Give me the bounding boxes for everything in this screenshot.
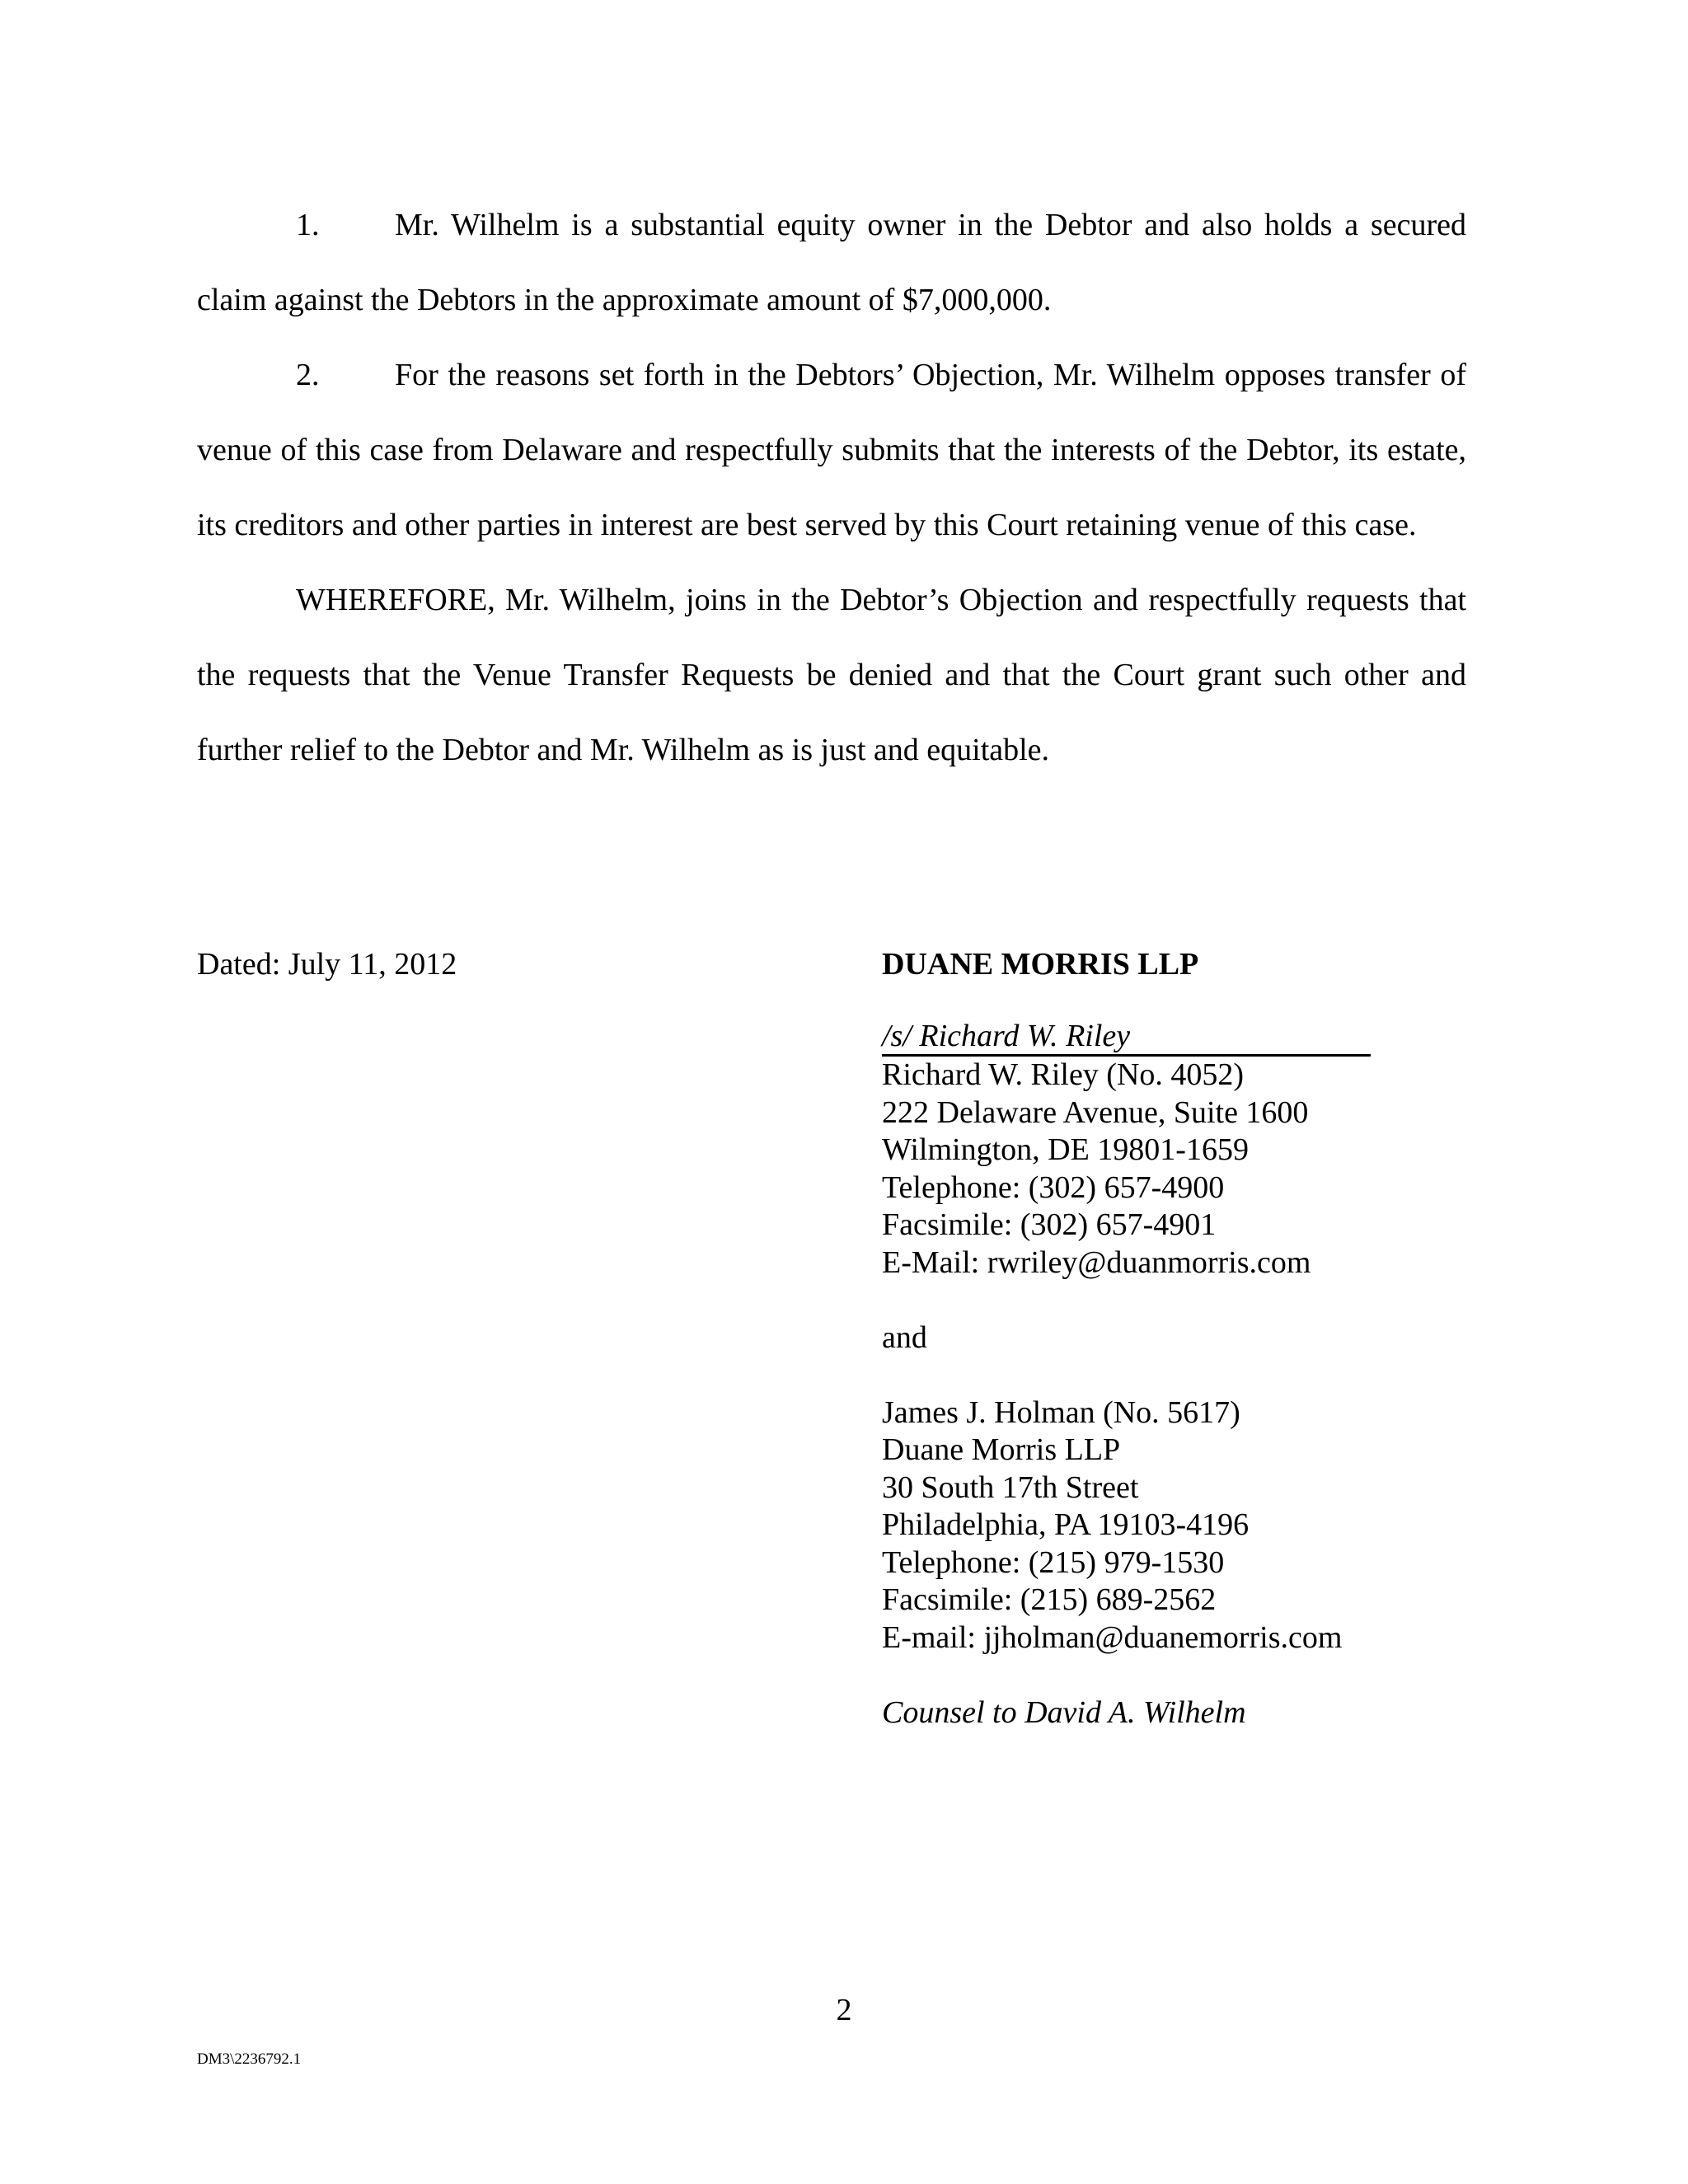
address-line: Telephone: (302) 657-4900 bbox=[882, 1169, 1225, 1205]
address-line: 222 Delaware Avenue, Suite 1600 bbox=[882, 1094, 1309, 1130]
address-line: 30 South 17th Street bbox=[882, 1469, 1139, 1505]
address-line: Telephone: (215) 979-1530 bbox=[882, 1544, 1225, 1580]
address-line: Wilmington, DE 19801-1659 bbox=[882, 1132, 1249, 1167]
address-line: Facsimile: (302) 657-4901 bbox=[882, 1207, 1217, 1242]
paragraph-text: WHEREFORE, Mr. Wilhelm, joins in the Debtor’s Objection and respectfully requests that the requests that the Venue Transfer Requests be denied and that the Court grant such other and further relief to the Debtor and Mr. Wilhelm as is just and equitable. bbox=[197, 583, 1466, 767]
spacer bbox=[882, 1657, 1459, 1694]
paragraph-text: Mr. Wilhelm is a substantial equity owner in the Debtor and also holds a secured claim against the Debtors in the approximate amount of $7,000,000. bbox=[197, 208, 1466, 317]
address-line: Philadelphia, PA 19103-4196 bbox=[882, 1507, 1250, 1542]
address-line: James J. Holman (No. 5617) bbox=[882, 1394, 1240, 1430]
document-id: DM3\2236792.1 bbox=[197, 2050, 302, 2068]
spacer bbox=[882, 1357, 1459, 1394]
address-line: E-mail: jjholman@duanemorris.com bbox=[882, 1619, 1343, 1655]
counsel-designation: Counsel to David A. Wilhelm bbox=[882, 1694, 1246, 1730]
paragraph-text: For the reasons set forth in the Debtors’ Objection, Mr. Wilhelm opposes transfer of venue of this case from Delaware and respectfully submits that the interests of the Debtor, its estate, its creditors and other parties in interest are best served by this Court retaining venue of this case. bbox=[197, 358, 1466, 542]
paragraph-2 bbox=[197, 338, 1466, 563]
wherefore-paragraph bbox=[197, 563, 1466, 788]
address-line: Duane Morris LLP bbox=[882, 1432, 1121, 1467]
signature-line: /s/ Richard W. Riley bbox=[882, 1018, 1371, 1057]
paragraph-1 bbox=[197, 188, 1466, 338]
paragraph-number: 2. bbox=[296, 358, 320, 392]
spacer bbox=[882, 1282, 1459, 1319]
address-line: Facsimile: (215) 689-2562 bbox=[882, 1582, 1217, 1617]
page-number: 2 bbox=[836, 1993, 852, 2027]
attorney-2-address bbox=[882, 1394, 1459, 1657]
document-body bbox=[197, 188, 1466, 788]
and-conjunction: and bbox=[882, 1319, 927, 1355]
firm-name: DUANE MORRIS LLP bbox=[882, 947, 1199, 982]
address-line: E-Mail: rwriley@duanmorris.com bbox=[882, 1244, 1311, 1280]
address-line: Richard W. Riley (No. 4052) bbox=[882, 1057, 1245, 1092]
dated-line: Dated: July 11, 2012 bbox=[197, 947, 457, 982]
paragraph-number: 1. bbox=[296, 208, 320, 242]
attorney-1-address bbox=[882, 1057, 1459, 1282]
signature-block bbox=[882, 945, 1459, 1732]
